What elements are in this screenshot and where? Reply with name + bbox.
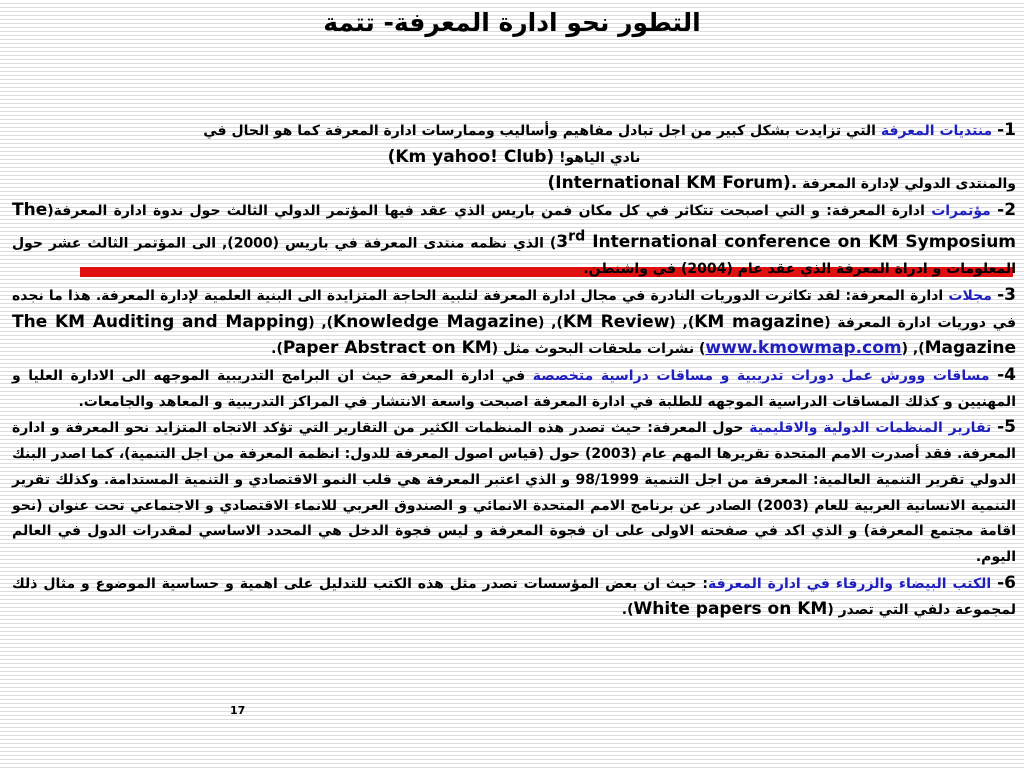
item-number: 3- <box>997 284 1016 305</box>
item-text: ) الذي نظمه منتدى المعرفة في باريس (2000), الى المؤتمر الثالث عشر حول المعلومات و ادراة المعرفة الذي عقد عام (2004) في واشنطن. <box>12 235 1016 278</box>
separator: ), ( <box>308 314 334 331</box>
item-heading: مؤتمرات <box>931 203 991 220</box>
english-term-part: International conference on KM Symposium <box>592 232 1017 253</box>
website-link[interactable]: www.kmowmap.com <box>705 338 902 359</box>
item-text: نادي الياهو! <box>559 149 641 166</box>
item-number: 2- <box>997 200 1017 221</box>
item-number: 1- <box>997 120 1016 140</box>
english-term-part: The 3 <box>12 200 569 253</box>
separator: ), ( <box>901 341 925 358</box>
item-text: : حيث ان بعض المؤسسات تصدر مثل هذه الكتب للتدليل على اهمية و حساسية الموضوع و مثال ذلك لمجموعة دلفي التي تصدر ( <box>12 575 1016 619</box>
item-heading: الكتب البيضاء والزرقاء في ادارة المعرفة <box>708 575 992 592</box>
item-text: حول المعرفة: حيث تصدر هذه المنظمات الكثير من التقارير التي تؤكد الاتجاه المتزايد نحو المعرفة و ادارة المعرفة. فقد أصدرت الامم المتحدة تقريرها المهم عام (2003) حول (قياس اصول المعرفة للدول: انظمة المعرفة من اجل التنمية)، كما اصدر البنك الدولي تقرير التنمية العالمية: المعرفة من اجل التنمية 98/1999 و الذي اعتبر المعرفة هي قلب النمو الاقتصادي و التنمية المستدامة. وكذلك تقرير التنمية الانسانية العربية للعام (2003) الصادر عن برنامج الامم المتحدة الانمائي و الصندوق العربي للانماء الاقتصادي و الاجتماعي تحت عنوان (نحو اقامة مجتمع المعرفة) و الذي اكد في صفحته الاولى على ان فجوة المعرفة و ليس فجوة الدخل هي المحدد الاساسي لمقدرات الدول في العالم اليوم. <box>12 420 1016 565</box>
english-term: KM Review <box>562 311 670 332</box>
item-number: 5- <box>997 417 1017 438</box>
item-heading: تقارير المنظمات الدولية والاقليمية <box>749 420 992 437</box>
english-term: White papers on KM <box>633 599 828 620</box>
item-text: التي تزايدت بشكل كبير من اجل تبادل مفاهيم وأساليب وممارسات ادارة المعرفة كما هو الحال في <box>203 123 876 139</box>
item-1-example-1 <box>12 145 1016 172</box>
item-heading: مساقات وورش عمل دورات تدريبية و مساقات دراسية متخصصة <box>532 367 990 384</box>
slide-body <box>12 118 1016 624</box>
item-3 <box>12 283 1016 363</box>
item-number: 6- <box>997 572 1016 593</box>
item-text: في ادارة المعرفة حيث ان البرامج التدريبية الموجهه الى الادارة العليا و المهنيين و كذلك المساقات الدراسية الموجهه للطلبة في ادارة المعرفة اصبحت واسعة الانتشار في المراكز التدريبية و المعاهد والجامعات. <box>12 367 1016 410</box>
item-2 <box>12 198 1016 283</box>
slide-title: التطور نحو ادارة المعرفة- تتمة <box>323 8 701 37</box>
item-text: ادارة المعرفة: و التي اصبحت تتكاثر في كل مكان فمن باريس الذي عقد فيها المؤتمر الدولي الثالث حول ندوة ادارة المعرفة( <box>47 203 925 220</box>
item-text: ). <box>621 602 634 619</box>
english-term: Paper Abstract on KM <box>282 338 492 359</box>
item-5 <box>12 415 1016 570</box>
item-heading: منتديات المعرفة <box>880 123 993 139</box>
superscript: rd <box>568 228 586 245</box>
item-text: والمنتدى الدولي لإدارة المعرفة <box>802 176 1016 193</box>
english-term: KM magazine <box>694 311 825 332</box>
english-term: (Km yahoo! Club) <box>387 146 555 167</box>
separator: ), ( <box>538 314 563 331</box>
item-1 <box>12 118 1016 145</box>
page-number: 17 <box>230 704 246 717</box>
english-term: (International KM Forum). <box>547 173 798 194</box>
item-text: ) نشرات ملحقات البحوث مثل ( <box>491 341 706 358</box>
separator: ), ( <box>669 314 695 331</box>
item-1-example-2 <box>12 171 1016 198</box>
item-heading: مجلات <box>948 287 992 304</box>
item-4 <box>12 363 1016 415</box>
english-term: Knowledge Magazine <box>333 311 539 332</box>
item-text: ). <box>271 341 283 358</box>
item-6 <box>12 571 1016 624</box>
item-text: ادارة المعرفة: لقد تكاثرت الدوريات النادرة في مجال ادارة المعرفة لتلبية الحاجة المتزايدة الى البنية العلمية لإدارة المعرفة. هذا ما نجده في دوريات ادارة المعرفة ( <box>12 287 1016 331</box>
item-number: 4- <box>997 364 1017 385</box>
english-term: The KM Auditing and Mapping Magazine <box>12 311 1016 359</box>
